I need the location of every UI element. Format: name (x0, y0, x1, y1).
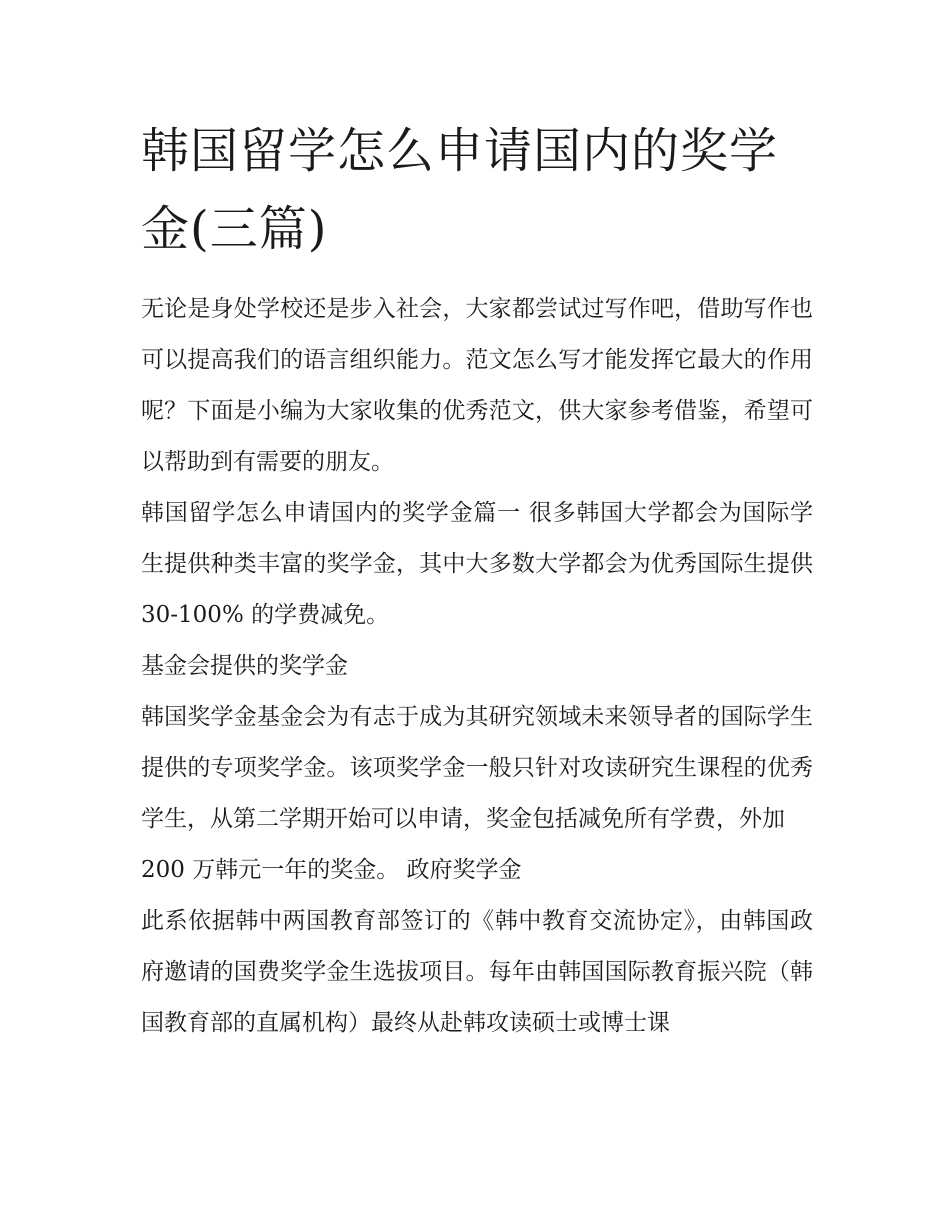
paragraph-exchange-agreement: 此系依据韩中两国教育部签订的《韩中教育交流协定》，由韩国政府邀请的国费奖学金生选拔项目。每年由韩国国际教育振兴院（韩国教育部的直属机构）最终从赴韩攻读硕士或博士课 (141, 908, 813, 1036)
heading-foundation-scholarship: 基金会提供的奖学金 (141, 653, 348, 679)
paragraph-government-scholarship: 200 万韩元一年的奖金。 政府奖学金 (141, 857, 522, 883)
paragraph-part-one: 韩国留学怎么申请国内的奖学金篇一 很多韩国大学都会为国际学生提供种类丰富的奖学金，其中大多数大学都会为优秀国际生提供 30-100% 的学费减免。 (141, 500, 813, 628)
document-title: 韩国留学怎么申请国内的奖学金(三篇) (141, 123, 779, 257)
paragraph-intro: 无论是身处学校还是步入社会，大家都尝试过写作吧，借助写作也可以提高我们的语言组织能力。范文怎么写才能发挥它最大的作用呢？下面是小编为大家收集的优秀范文，供大家参考借鉴，希望可以帮助到有需要的朋友。 (141, 296, 813, 475)
paragraph-foundation-scholarship: 韩国奖学金基金会为有志于成为其研究领域未来领导者的国际学生提供的专项奖学金。该项奖学金一般只针对攻读研究生课程的优秀学生，从第二学期开始可以申请，奖金包括减免所有学费，外加 (141, 704, 813, 832)
document-page (141, 112, 813, 1049)
